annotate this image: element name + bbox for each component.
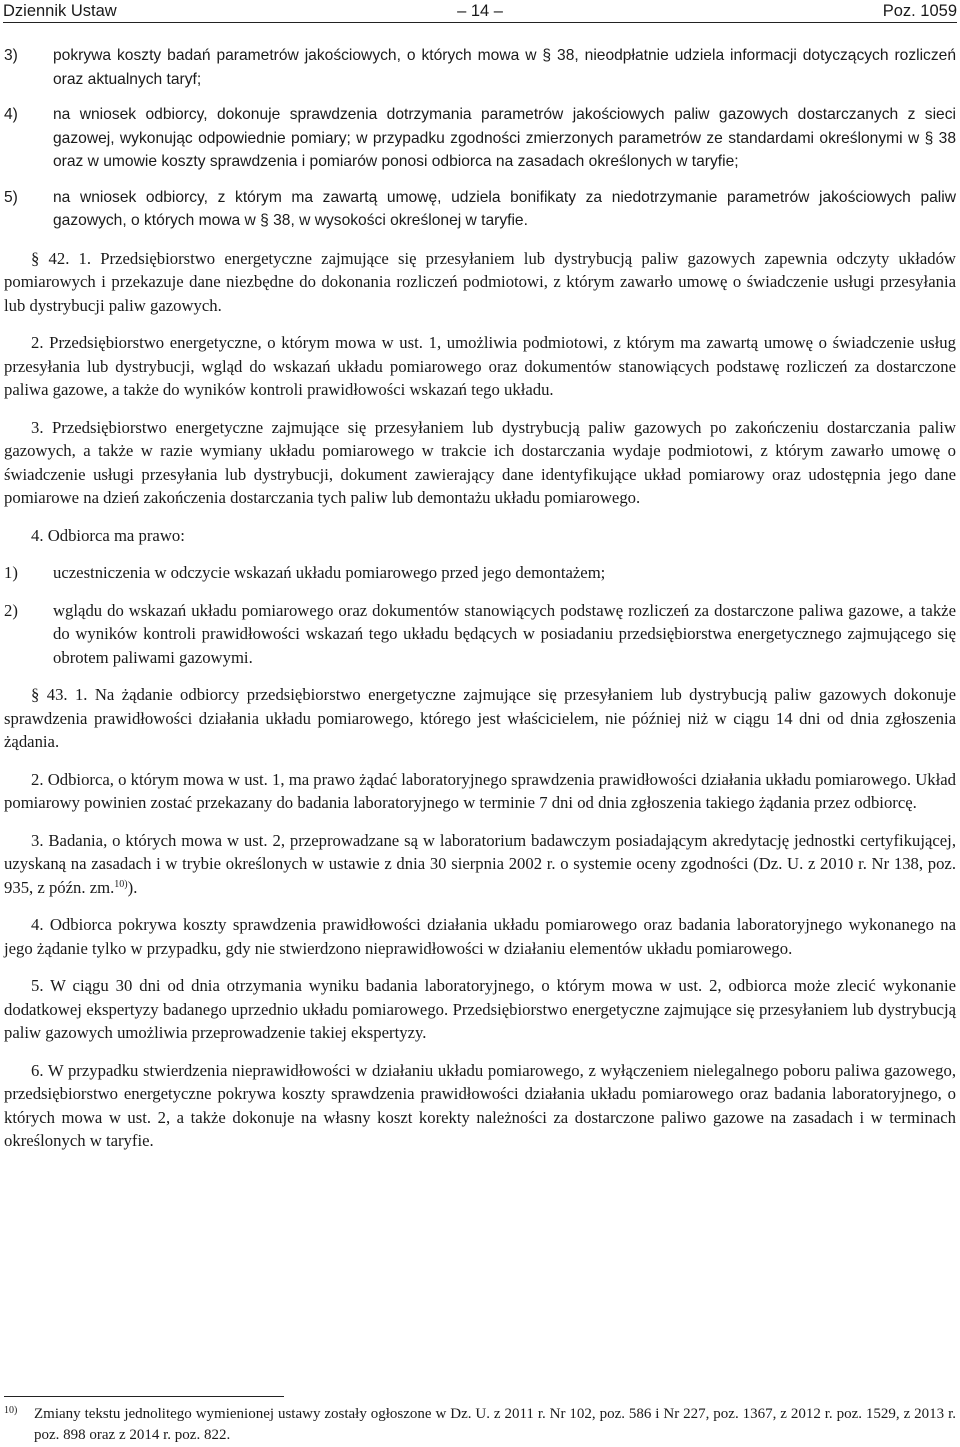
list-item — [4, 186, 956, 233]
document-body — [4, 44, 956, 1153]
page-number: – 14 – — [457, 2, 503, 20]
list-item — [4, 44, 956, 91]
list-item — [4, 599, 956, 670]
list-item-text: uczestniczenia w odczycie wskazań układu pomiarowego przed jego demontażem; — [53, 563, 606, 582]
footnote-divider — [4, 1396, 284, 1397]
paragraph-42-4: 4. Odbiorca ma prawo: — [31, 525, 185, 545]
list-item — [4, 561, 956, 585]
paragraph-43-1: § 43. 1. Na żądanie odbiorcy przedsiębiorstwo energetyczne zajmujące się przesyłaniem lub dystrybucją paliw gazowych dokonuje sprawdzenia prawidłowości działania układu pomiarowego, którego jest właścicielem, nie później niż w ciągu 14 dni od dnia zgłoszenia żądania. — [4, 685, 956, 751]
list-item-number: 5) — [4, 188, 18, 206]
paragraph-43-2: 2. Odbiorca, o którym mowa w ust. 1, ma prawo żądać laboratoryjnego sprawdzenia prawidłowości działania układu pomiarowego. Układ pomiarowy powinien zostać przekazany do badania laboratoryjnego w terminie 7 dni od dnia zgłoszenia takiego żądania przez odbiorcę. — [4, 769, 956, 812]
paragraph-43-6: 6. W przypadku stwierdzenia nieprawidłowości w działaniu układu pomiarowego, z wyłączeniem nielegalnego poboru paliwa gazowego, przedsiębiorstwo energetyczne pokrywa koszty sprawdzenia prawidłowości działania układu pomiarowego oraz badania laboratoryjnego, o których mowa w ust. 2, a także dokonuje na własny koszt korekty należności za dostarczone paliwo gazowe na zasadach i w terminach określonych w taryfie. — [4, 1060, 956, 1150]
paragraph-43-5: 5. W ciągu 30 dni od dnia otrzymania wyniku badania laboratoryjnego, o którym mowa w ust. 2, odbiorca może zlecić wykonanie dodatkowej ekspertyzy badanego uprzednio układu pomiarowego. Przedsiębiorstwo energetyczne zajmujące się przesyłaniem lub dystrybucją paliw gazowych umożliwia przeprowadzenie takiej ekspertyzy. — [4, 976, 956, 1042]
list-item-number: 2) — [4, 600, 18, 620]
paragraph-43-3-text: 3. Badania, o których mowa w ust. 2, przeprowadzane są w laboratorium badawczym posiadającym akredytację jednostki certyfikującej, uzyskaną na zasadach i w trybie określonych w ustawie z dnia 30 sierpnia 2002 r. o systemie oceny zgodności (Dz. U. z 2010 r. Nr 138, poz. 935, z późn. zm. — [4, 830, 956, 897]
footnote — [4, 1404, 956, 1446]
paragraph-42-1: § 42. 1. Przedsiębiorstwo energetyczne zajmujące się przesyłaniem lub dystrybucją paliw gazowych zapewnia odczyty układów pomiarowych i przekazuje dane niezbędne do dokonania rozliczeń podmiotowi, z którym zawarło umowę o świadczenie usługi przesyłania lub dystrybucji paliw gazowych. — [4, 248, 956, 315]
list-item — [4, 103, 956, 174]
list-item-number: 3) — [4, 47, 18, 64]
page-header — [3, 0, 957, 23]
position-number: Poz. 1059 — [882, 2, 957, 20]
journal-title: Dziennik Ustaw — [3, 2, 117, 20]
list-item-text: na wniosek odbiorcy, z którym ma zawartą umowę, udziela bonifikaty za niedotrzymanie parametrów jakościowych paliw gazowych, o których mowa w § 38, w wysokości określonej w taryfie. — [53, 188, 956, 229]
paragraph-43-3 — [4, 829, 956, 900]
paragraph-43-4: 4. Odbiorca pokrywa koszty sprawdzenia prawidłowości działania układu pomiarowego oraz badania laboratoryjnego wykonanego na jego żądanie tylko w przypadku, gdy nie stwierdzono nieprawidłowości w działaniu elementów układu pomiarowego. — [4, 915, 956, 958]
footnote-reference: 10) — [114, 878, 128, 890]
list-item-text: pokrywa koszty badań parametrów jakościowych, o których mowa w § 38, nieodpłatnie udziela informacji dotyczących rozliczeń oraz aktualnych taryf; — [53, 47, 956, 88]
paragraph-42-3: 3. Przedsiębiorstwo energetyczne zajmujące się przesyłaniem lub dystrybucją paliw gazowych po zakończeniu dostarczania paliw gazowych, a także w razie wymiany układu pomiarowego w trakcie ich dostarczania wydaje podmiotowi, z którym zawarło umowę o świadczenie usługi przesyłania lub dystrybucji, dokument zawierający dane identyfikujące układ pomiarowy oraz udostępnia jego dane pomiarowe na dzień zakończenia dostarczania tych paliw lub demontażu układu pomiarowego. — [4, 417, 956, 507]
list-item-number: 4) — [4, 106, 18, 123]
footnote-text: Zmiany tekstu jednolitego wymienionej ustawy zostały ogłoszone w Dz. U. z 2011 r. Nr 102, poz. 586 i Nr 227, poz. 1367, z 2012 r. poz. 1529, z 2013 r. poz. 898 oraz z 2014 r. poz. 822. — [34, 1406, 956, 1443]
list-item-text: wglądu do wskazań układu pomiarowego oraz dokumentów stanowiących podstawę rozliczeń za dostarczone paliwa gazowe, a także do wyników kontroli prawidłowości wskazań tego układu będących w posiadaniu przedsiębiorstwa energetycznego zajmującego się obrotem paliwami gazowymi. — [53, 600, 956, 667]
list-item-number: 1) — [4, 563, 18, 582]
paragraph-42-2: 2. Przedsiębiorstwo energetyczne, o którym mowa w ust. 1, umożliwia podmiotowi, z którym ma zawartą umowę o świadczenie usług przesyłania lub dystrybucji, wgląd do wskazań układu pomiarowego oraz dokumentów stanowiących podstawę rozliczeń za dostarczone paliwa gazowe, a także do wyników kontroli prawidłowości wskazań tego układu. — [4, 333, 956, 399]
list-item-text: na wniosek odbiorcy, dokonuje sprawdzenia dotrzymania parametrów jakościowych paliw gazowych dostarczanych z sieci gazowej, wykonując odpowiednie pomiary; w przypadku zgodności zmierzonych parametrów ze standardami określonymi w § 38 oraz w umowie koszty sprawdzenia i pomiarów ponosi odbiorca na zasadach określonych w taryfie; — [53, 106, 956, 170]
footnote-number: 10) — [4, 1405, 18, 1416]
paragraph-43-3-end: ). — [127, 877, 138, 897]
